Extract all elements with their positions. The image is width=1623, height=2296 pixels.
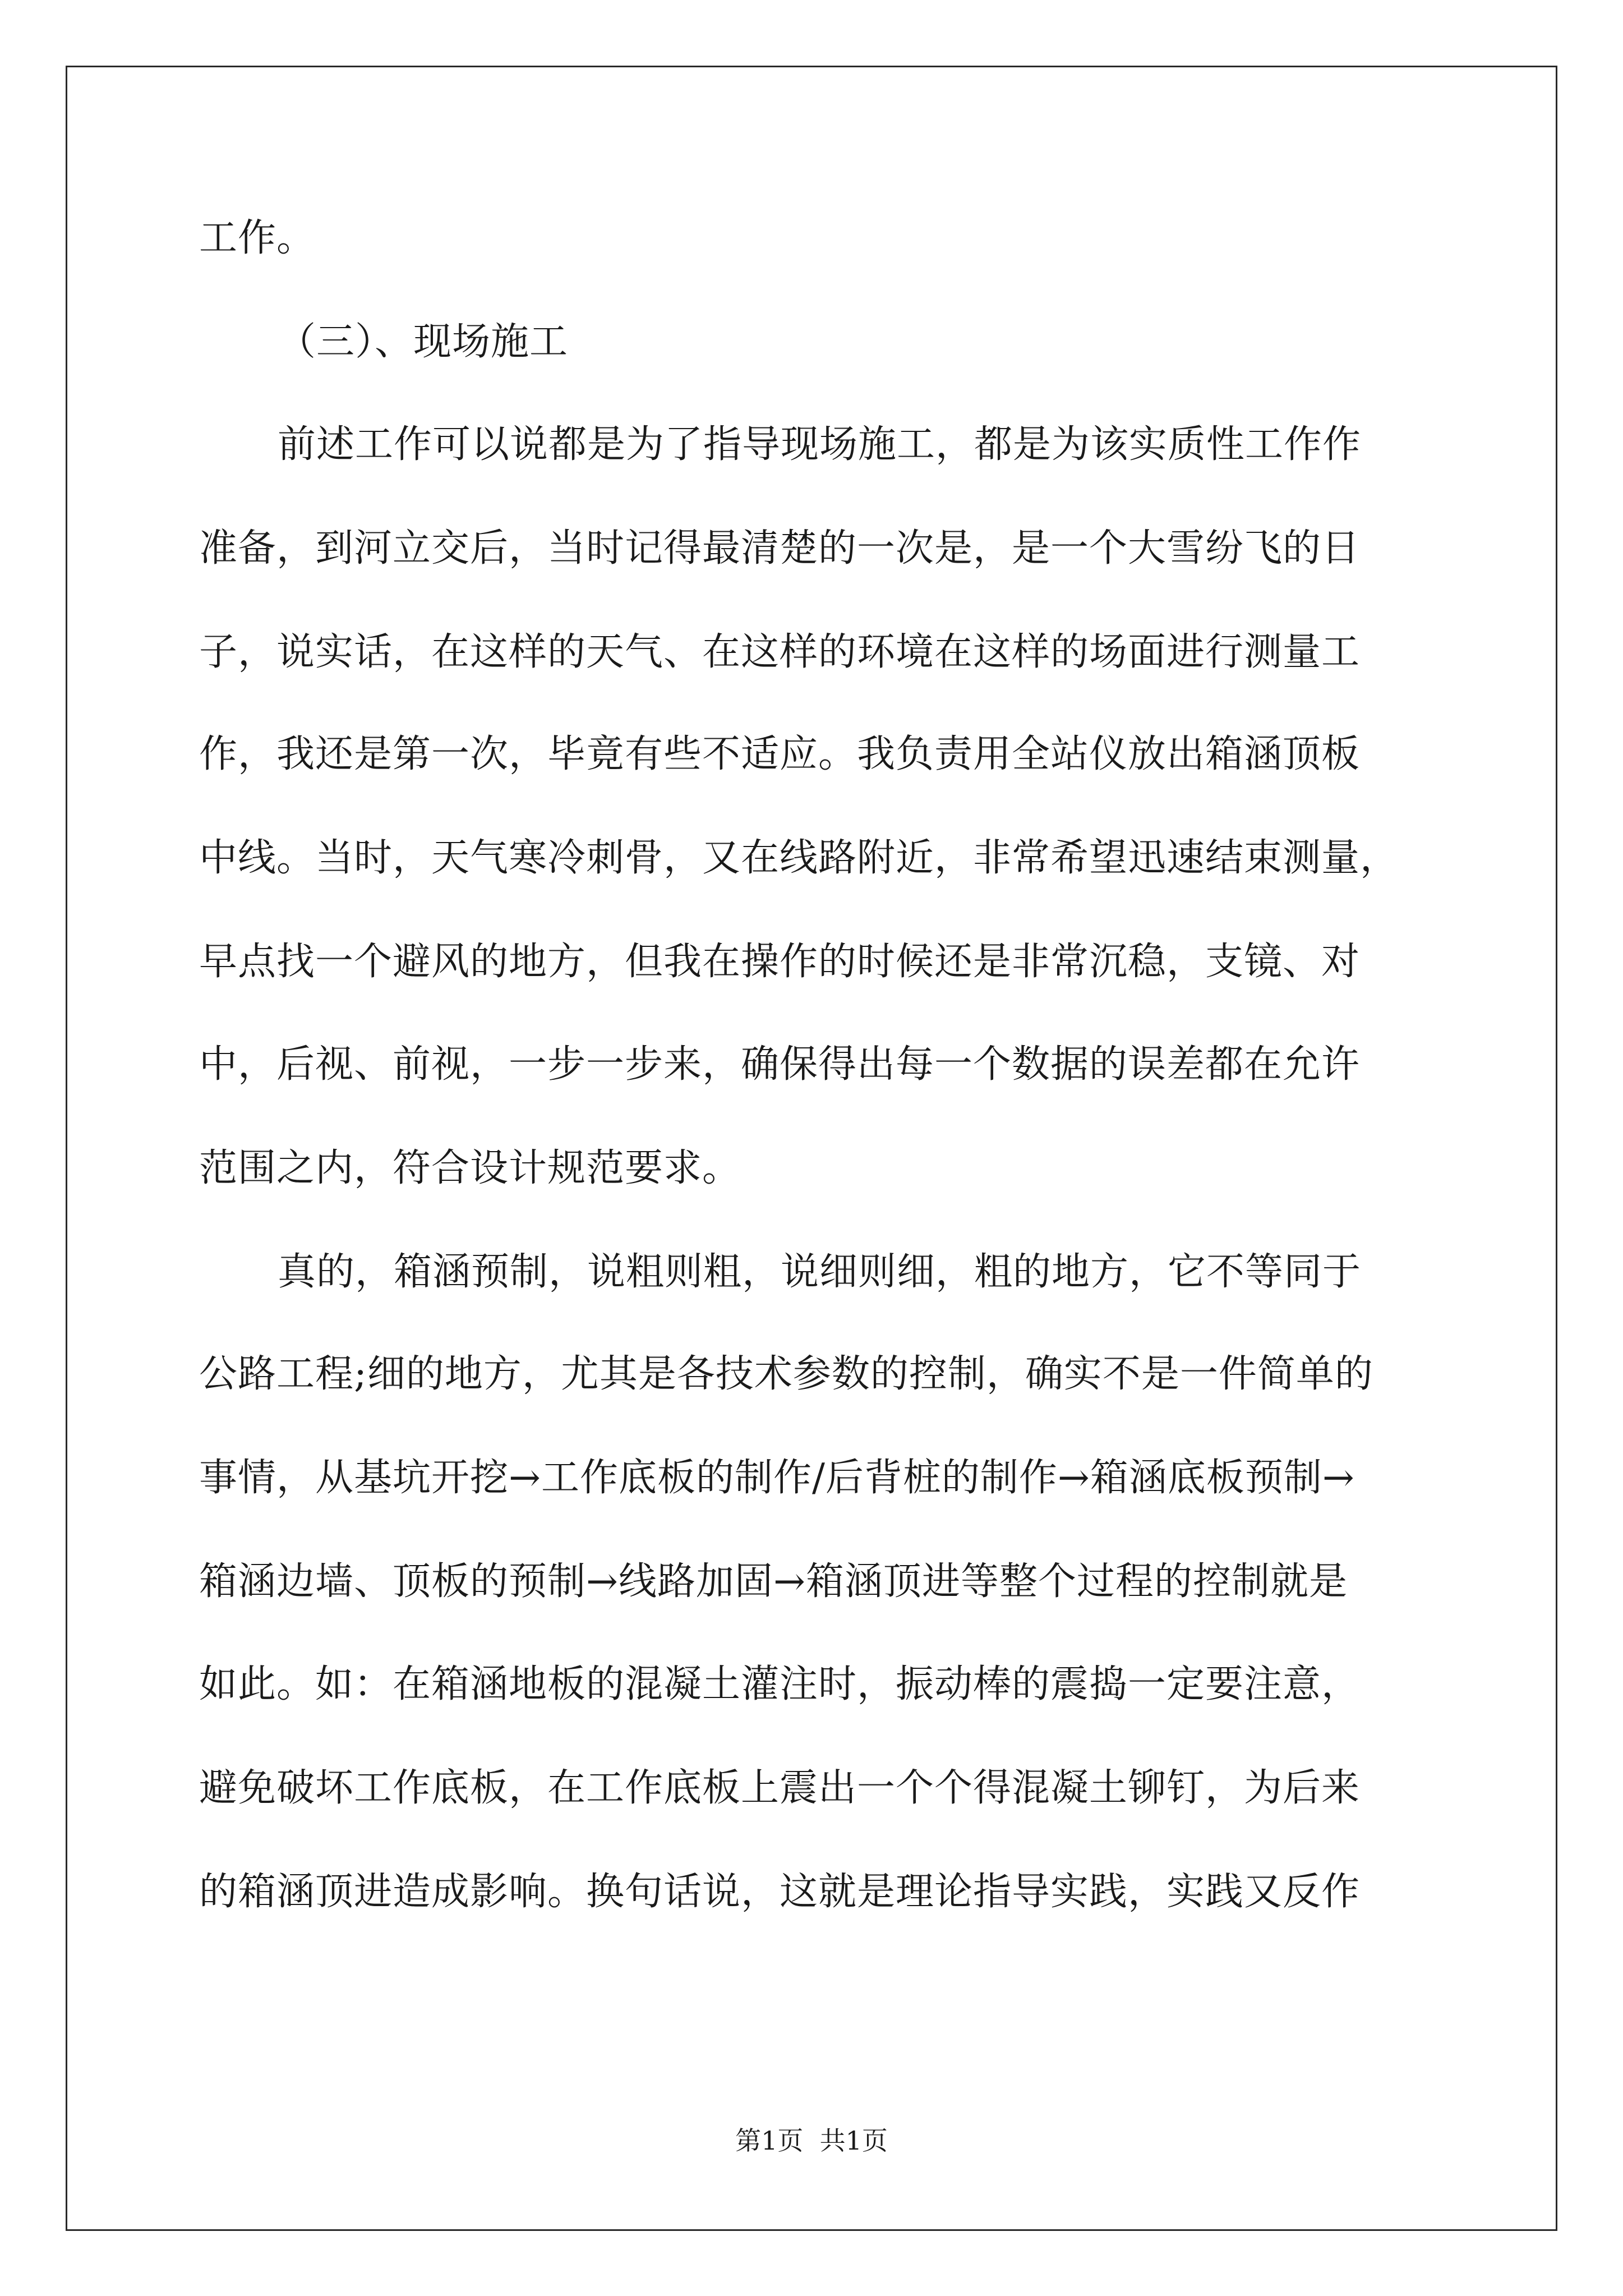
text-line: 早点找一个避风的地方，但我在操作的时候还是非常沉稳，支镜、对: [199, 940, 1361, 984]
section-heading: （三）、现场施工: [278, 320, 569, 364]
text-line: 准备，到河立交后，当时记得最清楚的一次是，是一个大雪纷飞的日: [199, 526, 1361, 570]
text-line: 如此。如：在箱涵地板的混凝土灌注时，振动棒的震捣一定要注意，: [199, 1662, 1361, 1706]
text-line: 前述工作可以说都是为了指导现场施工，都是为该实质性工作作: [278, 422, 1362, 467]
text-line: 工作。: [199, 216, 316, 260]
text-line: 子，说实话，在这样的天气、在这样的环境在这样的场面进行测量工: [199, 630, 1361, 674]
text-line: 真的，箱涵预制，说粗则粗，说细则细，粗的地方，它不等同于: [278, 1250, 1362, 1294]
text-line: 避免破坏工作底板，在工作底板上震出一个个得混凝土铆钉，为后来: [199, 1766, 1361, 1810]
page-number: 第1页 共1页: [735, 2125, 888, 2156]
text-line: 中，后视、前视，一步一步来，确保得出每一个数据的误差都在允许: [199, 1042, 1361, 1087]
text-line: 事情，从基坑开挖→工作底板的制作/后背桩的制作→箱涵底板预制→: [199, 1456, 1355, 1500]
text-line: 作，我还是第一次，毕竟有些不适应。我负责用全站仪放出箱涵顶板: [199, 732, 1361, 776]
text-line: 中线。当时，天气寒冷刺骨，又在线路附近，非常希望迅速结束测量，: [199, 836, 1399, 880]
text-line: 的箱涵顶进造成影响。换句话说，这就是理论指导实践，实践又反作: [199, 1870, 1361, 1914]
text-line: 箱涵边墙、顶板的预制→线路加固→箱涵顶进等整个过程的控制就是: [199, 1559, 1348, 1604]
text-line: 范围之内，符合设计规范要求。: [199, 1146, 741, 1190]
text-line: 公路工程;细的地方，尤其是各技术参数的控制，确实不是一件简单的: [199, 1352, 1373, 1396]
